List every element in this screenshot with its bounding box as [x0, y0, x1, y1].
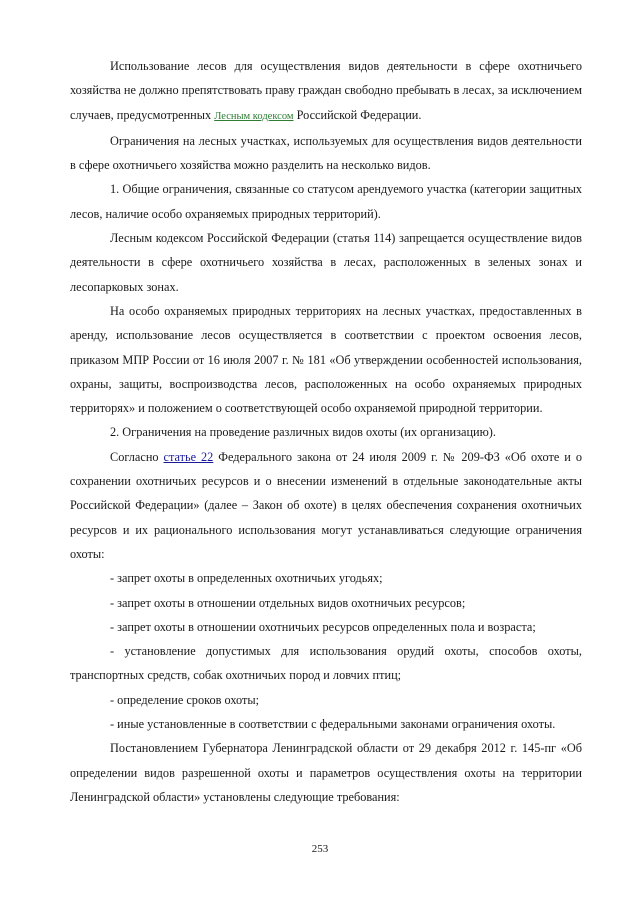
- paragraph-text: Использование лесов для осуществления видов деятельности в сфере охотничьего хозяйства не должно препятствовать праву граждан свободно пребывать в лесах, за исключением случаев, предусмотренных: [70, 59, 582, 122]
- page-number: 253: [311, 843, 329, 855]
- list-item: - запрет охоты в отношении охотничьих ресурсов определенных пола и возраста;: [110, 619, 536, 634]
- paragraph-forest-code-article: Лесным кодексом Российской Федерации (статья 114) запрещается осуществление видов деятельности в сфере охотничьего хозяйства в лесах, расположенных в зеленых зонах и лесопарковых зонах.: [70, 231, 582, 294]
- paragraph-federal-law: [70, 445, 582, 566]
- paragraph-restrictions-intro: Ограничения на лесных участках, используемых для осуществления видов деятельности в сфере охотничьего хозяйства можно разделить на несколько видов.: [70, 133, 582, 173]
- paragraph-protected-territories: На особо охраняемых природных территориях на лесных участках, предоставленных в аренду, использование лесов осуществляется в соответствии с проектом освоения лесов, приказом МПР России от 16 июля 2007 г. № 181 «Об утверждении особенностей использования, охраны, защиты, воспроизводства лесов, расположенных на особо охраняемых природных территорях» и положением о соответствующей особо охраняемой природной территории.: [70, 303, 582, 416]
- paragraph-forest-use: [70, 54, 582, 129]
- list-item: - установление допустимых для использования орудий охоты, способов охоты, транспортных средств, собак охотничьих пород и ловчих птиц;: [70, 644, 582, 683]
- paragraph-general-restrictions: 1. Общие ограничения, связанные со статусом арендуемого участка (категории защитных лесов, наличие особо охраняемых природных территорий).: [70, 182, 582, 221]
- list-item: - определение сроков охоты;: [110, 692, 260, 707]
- paragraph-hunting-restrictions: 2. Ограничения на проведение различных видов охоты (их организацию).: [110, 425, 496, 440]
- document-page: [70, 54, 582, 809]
- paragraph-governor-decree: Постановлением Губернатора Ленинградской области от 29 декабря 2012 г. 145-пг «Об определении видов разрешенной охоты и параметров осуществления охоты на территории Ленинградской области» установлены следующие требования:: [70, 741, 582, 804]
- list-item: - запрет охоты в определенных охотничьих угодьях;: [110, 571, 383, 586]
- list-item: - запрет охоты в отношении отдельных видов охотничьих ресурсов;: [110, 595, 466, 610]
- paragraph-text: Российской Федерации.: [293, 107, 422, 122]
- forest-code-link[interactable]: Лесным кодексом: [214, 110, 294, 122]
- paragraph-text: Согласно: [110, 449, 164, 464]
- list-item: - иные установленные в соответствии с федеральными законами ограничения охоты.: [110, 717, 556, 732]
- article-22-link[interactable]: статье 22: [163, 449, 214, 464]
- paragraph-text: Федерального закона от 24 июля 2009 г. № 209-ФЗ «Об охоте и о сохранении охотничьих ресурсов и о внесении изменений в отдельные законодательные акты Российской Федерации» (далее – Закон об охоте) в целях обеспечения сохранения охотничьих ресурсов и их рационального использования могут устанавливаться следующие ограничения охоты:: [70, 449, 582, 561]
